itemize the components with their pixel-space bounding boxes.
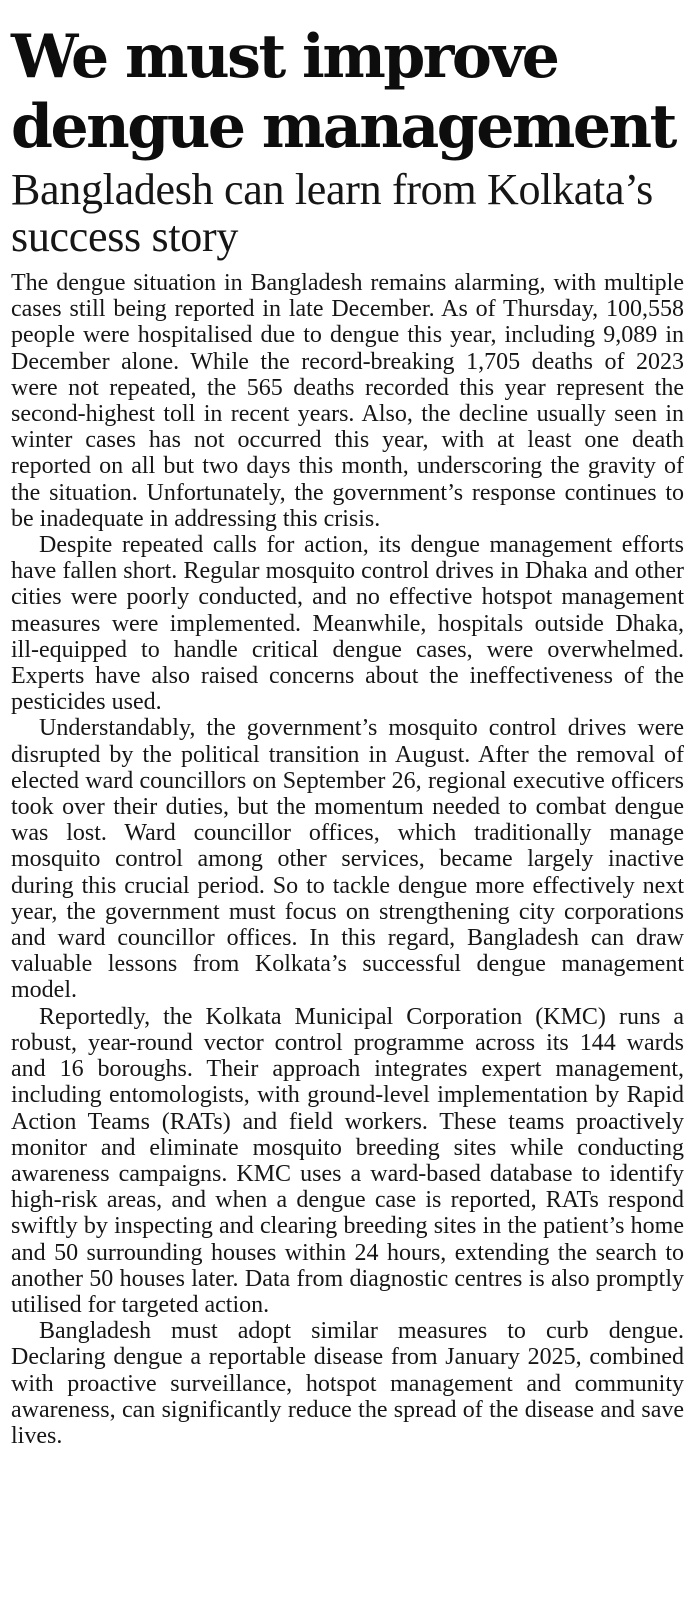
headline: We must improve dengue management [11, 22, 675, 162]
body-paragraph-4: Reportedly, the Kolkata Municipal Corporation (KMC) runs a robust, year-round vector control programme across its 144 wards and 16 boroughs. Their approach integrates expert management, including entomologists, with ground-level implementation by Rapid Action Teams (RATs) and field workers. These teams proactively monitor and eliminate mosquito breeding sites while conducting awareness campaigns. KMC uses a ward-based database to identify high-risk areas, and when a dengue case is reported, RATs respond swiftly by inspecting and clearing breeding sites in the patient’s home and 50 surrounding houses within 24 hours, extending the search to another 50 houses later. Data from diagnostic centres is also promptly utilised for targeted action. [11, 1003, 684, 1318]
body-paragraph-3: Understandably, the government’s mosquito control drives were disrupted by the political transition in August. After the removal of elected ward councillors on September 26, regional executive officers took over their duties, but the momentum needed to combat dengue was lost. Ward councillor offices, which traditionally manage mosquito control among other services, became largely inactive during this crucial period. So to tackle dengue more effectively next year, the government must focus on strengthening city corporations and ward councillor offices. In this regard, Bangladesh can draw valuable lessons from Kolkata’s successful dengue management model. [11, 715, 684, 1004]
article-body [11, 270, 684, 1449]
body-paragraph-2: Despite repeated calls for action, its dengue management efforts have fallen short. Regular mosquito control drives in Dhaka and other cities were poorly conducted, and no effective hotspot management measures were implemented. Meanwhile, hospitals outside Dhaka, ill-equipped to handle critical dengue cases, were overwhelmed. Experts have also raised concerns about the ineffectiveness of the pesticides used. [11, 532, 684, 716]
body-paragraph-1: The dengue situation in Bangladesh remains alarming, with multiple cases still being reported in late December. As of Thursday, 100,558 people were hospitalised due to dengue this year, including 9,089 in December alone. While the record-breaking 1,705 deaths of 2023 were not repeated, the 565 deaths recorded this year represent the second-highest toll in recent years. Also, the decline usually seen in winter cases has not occurred this year, with at least one death reported on all but two days this month, underscoring the gravity of the situation. Unfortunately, the government’s response continues to be inadequate in addressing this crisis. [11, 270, 684, 532]
body-paragraph-5: Bangladesh must adopt similar measures to curb dengue. Declaring dengue a reportable disease from January 2025, combined with proactive surveillance, hotspot management and community awareness, can significantly reduce the spread of the disease and save lives. [11, 1318, 684, 1449]
subheadline: Bangladesh can learn from Kolkata’s success story [11, 165, 653, 261]
